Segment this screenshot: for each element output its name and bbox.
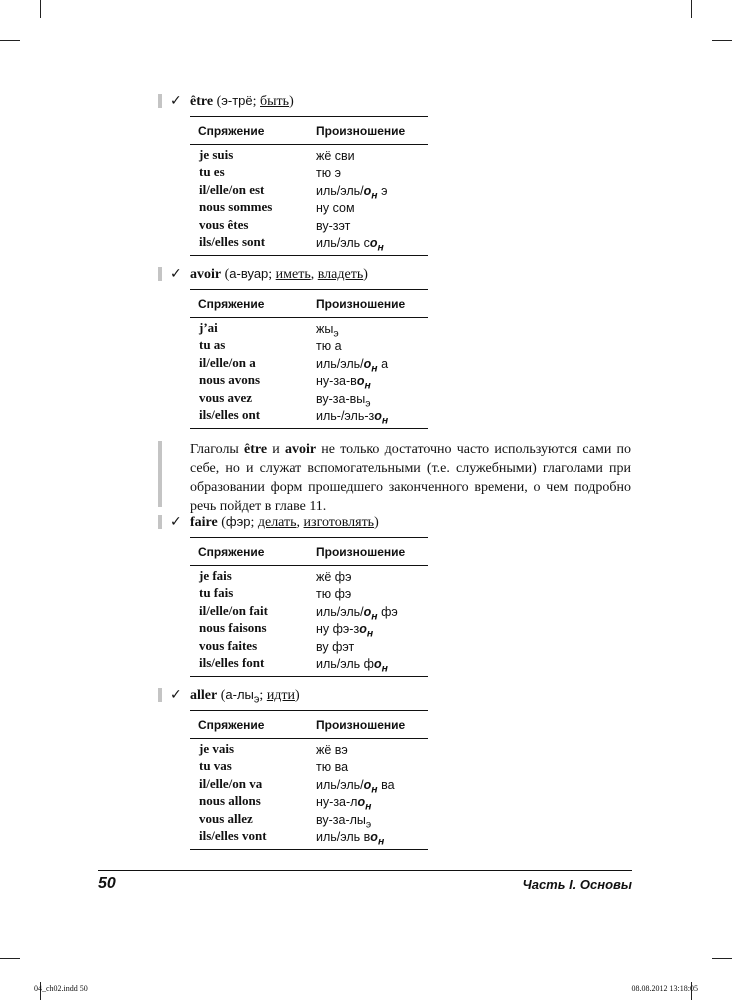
pronunciation: $ну-за-ло_н$	[316, 795, 372, 813]
margin-marker	[158, 267, 162, 281]
column-header-conjugation: Спряжение	[198, 545, 265, 559]
pronunciation: ву фэт	[316, 640, 355, 654]
column-header-conjugation: Спряжение	[198, 718, 265, 732]
conjugation-table	[190, 710, 428, 850]
crop-mark	[712, 40, 732, 41]
french-form: il/elle/on fait	[199, 603, 268, 618]
footer-rule	[98, 870, 632, 871]
french-form: je suis	[199, 147, 234, 162]
slug-filename: 04_ch02.indd 50	[34, 984, 88, 993]
page-number: 50	[98, 875, 116, 892]
pronunciation: $жы_э$	[316, 322, 339, 340]
verb-translation: идти	[266, 688, 296, 703]
pronunciation: иль/эль $фо_н$	[316, 657, 388, 675]
french-form: il/elle/on est	[199, 182, 265, 197]
verb-infinitive: aller	[190, 688, 218, 703]
pronunciation: тю ва	[316, 760, 349, 774]
pronunciation: иль/$эль/о_н$ ва	[316, 778, 395, 796]
table-row	[190, 654, 428, 675]
column-header-pronunciation: Произношение	[316, 718, 406, 732]
french-form: ils/elles font	[199, 655, 265, 670]
table-row	[190, 216, 428, 234]
pronunciation: иль/эль $во_н$	[316, 830, 385, 848]
pronunciation: тю фэ	[316, 587, 352, 601]
table-row	[190, 757, 428, 775]
margin-marker	[158, 515, 162, 529]
verb-translation: делать	[257, 515, 297, 530]
french-form: ils/elles vont	[199, 828, 267, 843]
verb-infinitive: avoir	[190, 267, 222, 282]
table-row	[190, 163, 428, 181]
pronunciation: $ну-за-во_н$	[316, 374, 371, 392]
verb-heading: faire (фэр; делать, изготовлять)	[190, 514, 379, 530]
table-row	[190, 198, 428, 216]
slug-timestamp: 08.08.2012 13:18:05	[631, 984, 698, 993]
check-icon: ✓	[170, 687, 182, 703]
crop-mark	[0, 958, 20, 959]
column-header-pronunciation: Произношение	[316, 545, 406, 559]
french-form: ils/elles sont	[199, 234, 266, 249]
table-row	[190, 389, 428, 410]
french-form: il/elle/on va	[199, 776, 263, 791]
conjugation-table	[190, 537, 428, 677]
verb-heading: avoir (а-вуар; иметь, владеть)	[190, 266, 368, 282]
table-row	[190, 602, 428, 623]
verb-translation: быть	[260, 94, 290, 109]
table-row	[190, 792, 428, 813]
pronunciation: иль/$эль/о_н$ фэ	[316, 605, 398, 623]
pronunciation: иль/эль $со_н$	[316, 236, 384, 254]
table-row	[190, 619, 428, 640]
column-header-conjugation: Спряжение	[198, 297, 265, 311]
table-row	[190, 406, 428, 427]
french-form: nous sommes	[199, 199, 273, 214]
check-icon: ✓	[170, 266, 182, 282]
verb-infinitive: être	[190, 94, 214, 109]
margin-marker	[158, 441, 162, 507]
table-row	[190, 233, 428, 254]
pronunciation: ву-зэт	[316, 219, 351, 233]
verb-translation: иметь	[275, 267, 311, 282]
verb-transcription: э-трё	[221, 93, 253, 108]
table-row	[190, 336, 428, 354]
check-icon: ✓	[170, 514, 182, 530]
french-form: tu es	[199, 164, 225, 179]
french-form: nous allons	[199, 793, 261, 808]
table-row	[190, 354, 428, 375]
verb-translation: изготовлять	[303, 515, 375, 530]
crop-mark	[0, 40, 20, 41]
french-form: j’ai	[199, 320, 218, 335]
pronunciation: тю э	[316, 166, 341, 180]
conjugation-table	[190, 289, 428, 429]
crop-mark	[712, 958, 732, 959]
table-row	[190, 567, 428, 585]
column-header-conjugation: Спряжение	[198, 124, 265, 138]
table-row	[190, 637, 428, 655]
french-form: vous allez	[199, 811, 253, 826]
verb-infinitive: faire	[190, 515, 218, 530]
french-form: vous êtes	[199, 217, 249, 232]
french-form: nous faisons	[199, 620, 267, 635]
running-title: Часть I. Основы	[522, 877, 632, 892]
pronunciation: иль/$эль/о_н$ а	[316, 357, 389, 375]
margin-marker	[158, 94, 162, 108]
crop-mark	[691, 0, 692, 18]
explanatory-paragraph: Глаголы être и avoir не только достаточно часто используются сами по себе, но и служат вспомогательными (т.е. служебными) глаголами при образовании форм прошедшего законченного времени, о чем подробно речь пойдет в главе 11.	[190, 442, 632, 514]
table-row	[190, 584, 428, 602]
pronunciation: тю а	[316, 339, 342, 353]
pronunciation: $ву-за-вы_э$	[316, 392, 371, 410]
pronunciation: ну сом	[316, 201, 355, 215]
table-row	[190, 740, 428, 758]
verb-transcription: $а-лы_э$	[225, 687, 260, 706]
pronunciation: жё фэ	[316, 570, 352, 584]
french-form: nous avons	[199, 372, 261, 387]
french-form: tu vas	[199, 758, 232, 773]
column-header-pronunciation: Произношение	[316, 124, 406, 138]
french-form: je fais	[199, 568, 232, 583]
french-form: tu as	[199, 337, 226, 352]
table-row	[190, 319, 428, 340]
pronunciation: жё сви	[316, 149, 355, 163]
french-form: ils/elles ont	[199, 407, 261, 422]
pronunciation: иль-$/эль-зо_н$	[316, 409, 389, 427]
crop-mark	[40, 0, 41, 18]
table-row	[190, 371, 428, 392]
table-row	[190, 810, 428, 831]
french-form: il/elle/on a	[199, 355, 256, 370]
pronunciation: ну $фэ-зо_н$	[316, 622, 374, 640]
conjugation-table	[190, 116, 428, 256]
verb-translation: владеть	[317, 267, 364, 282]
pronunciation: жё вэ	[316, 743, 348, 757]
column-header-pronunciation: Произношение	[316, 297, 406, 311]
table-row	[190, 146, 428, 164]
verb-heading: aller ($а-лы_э$; идти)	[190, 687, 300, 706]
table-row	[190, 181, 428, 202]
french-form: vous avez	[199, 390, 253, 405]
french-form: tu fais	[199, 585, 234, 600]
french-form: vous faites	[199, 638, 258, 653]
pronunciation: $ву-за-лы_э$	[316, 813, 372, 831]
french-form: je vais	[199, 741, 235, 756]
verb-heading: être (э-трё; быть)	[190, 93, 294, 109]
margin-marker	[158, 688, 162, 702]
table-row	[190, 775, 428, 796]
verb-transcription: а-вуар	[229, 266, 269, 281]
check-icon: ✓	[170, 93, 182, 109]
pronunciation: иль/$эль/о_н$ э	[316, 184, 388, 202]
table-row	[190, 827, 428, 848]
verb-transcription: фэр	[225, 514, 251, 529]
